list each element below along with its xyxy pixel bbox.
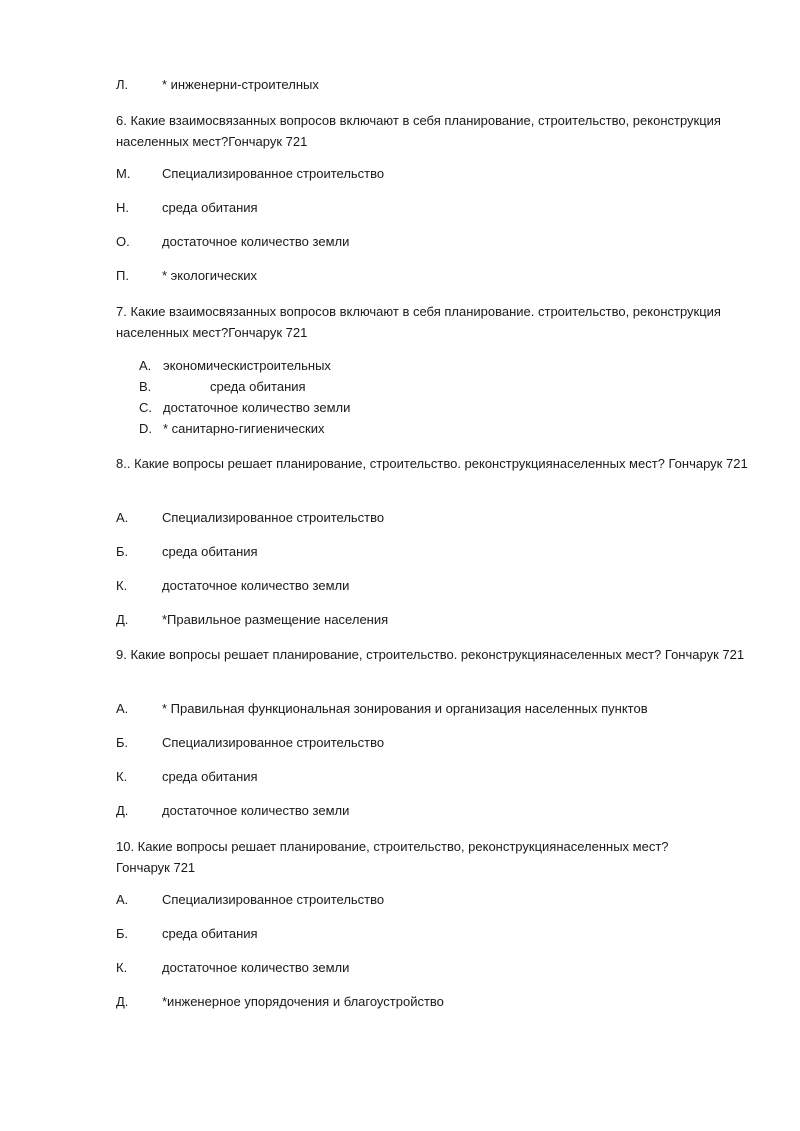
option-letter: А. (116, 892, 129, 907)
option-text: среда обитания (162, 926, 258, 941)
option-letter: А. (116, 510, 129, 525)
question-8: 8.. Какие вопросы решает планирование, строительство. реконструкциянаселенных мест? Гончарук 721 (116, 456, 748, 471)
option-text: достаточное количество земли (162, 234, 350, 249)
option-letter: Л. (116, 77, 129, 92)
option-text: * санитарно-гигиенических (163, 421, 325, 436)
option-letter: C. (139, 400, 152, 415)
option-text: *Правильное размещение населения (162, 612, 389, 627)
option-letter: Б. (116, 926, 129, 941)
option-letter: П. (116, 268, 129, 283)
option-text: Специализированное строительство (162, 166, 385, 181)
option-text: достаточное количество земли (162, 578, 350, 593)
option-letter: Б. (116, 735, 129, 750)
option-letter: М. (116, 166, 131, 181)
option-letter: D. (139, 421, 152, 436)
option-letter: Д. (116, 612, 129, 627)
question-9: 9. Какие вопросы решает планирование, строительство. реконструкциянаселенных мест? Гончарук 721 (116, 647, 745, 662)
option-text: достаточное количество земли (163, 400, 351, 415)
option-text: среда обитания (210, 379, 306, 394)
option-letter: B. (139, 379, 152, 394)
option-text: * экологических (162, 268, 257, 283)
option-letter: Д. (116, 803, 129, 818)
option-text: среда обитания (162, 200, 258, 215)
question-10: 10. Какие вопросы решает планирование, строительство, реконструкциянаселенных мест? Гончарук 721 (116, 839, 669, 875)
option-letter: К. (116, 769, 128, 784)
option-text: достаточное количество земли (162, 960, 350, 975)
option-text: среда обитания (162, 544, 258, 559)
option-text: * Правильная функциональная зонирования и организация населенных пунктов (162, 701, 648, 716)
question-7: 7. Какие взаимосвязанных вопросов включают в себя планирование. строительство, реконструкция населенных мест?Гончарук 721 (116, 304, 721, 340)
option-letter: A. (139, 358, 152, 373)
option-text: среда обитания (162, 769, 258, 784)
option-text: Специализированное строительство (162, 892, 385, 907)
option-letter: К. (116, 578, 128, 593)
option-letter: Д. (116, 994, 129, 1009)
option-text: * инженерни-строителных (162, 77, 319, 92)
option-letter: О. (116, 234, 130, 249)
option-text: Специализированное строительство (162, 510, 385, 525)
question-6: 6. Какие взаимосвязанных вопросов включают в себя планирование, строительство, реконструкция населенных мест?Гончарук 721 (116, 113, 721, 149)
option-text: достаточное количество земли (162, 803, 350, 818)
option-text: Специализированное строительство (162, 735, 385, 750)
option-letter: Н. (116, 200, 129, 215)
option-letter: К. (116, 960, 128, 975)
option-text: *инженерное упорядочения и благоустройство (162, 994, 444, 1009)
option-text: экономическистроительных (163, 358, 331, 373)
option-letter: Б. (116, 544, 129, 559)
option-letter: А. (116, 701, 129, 716)
